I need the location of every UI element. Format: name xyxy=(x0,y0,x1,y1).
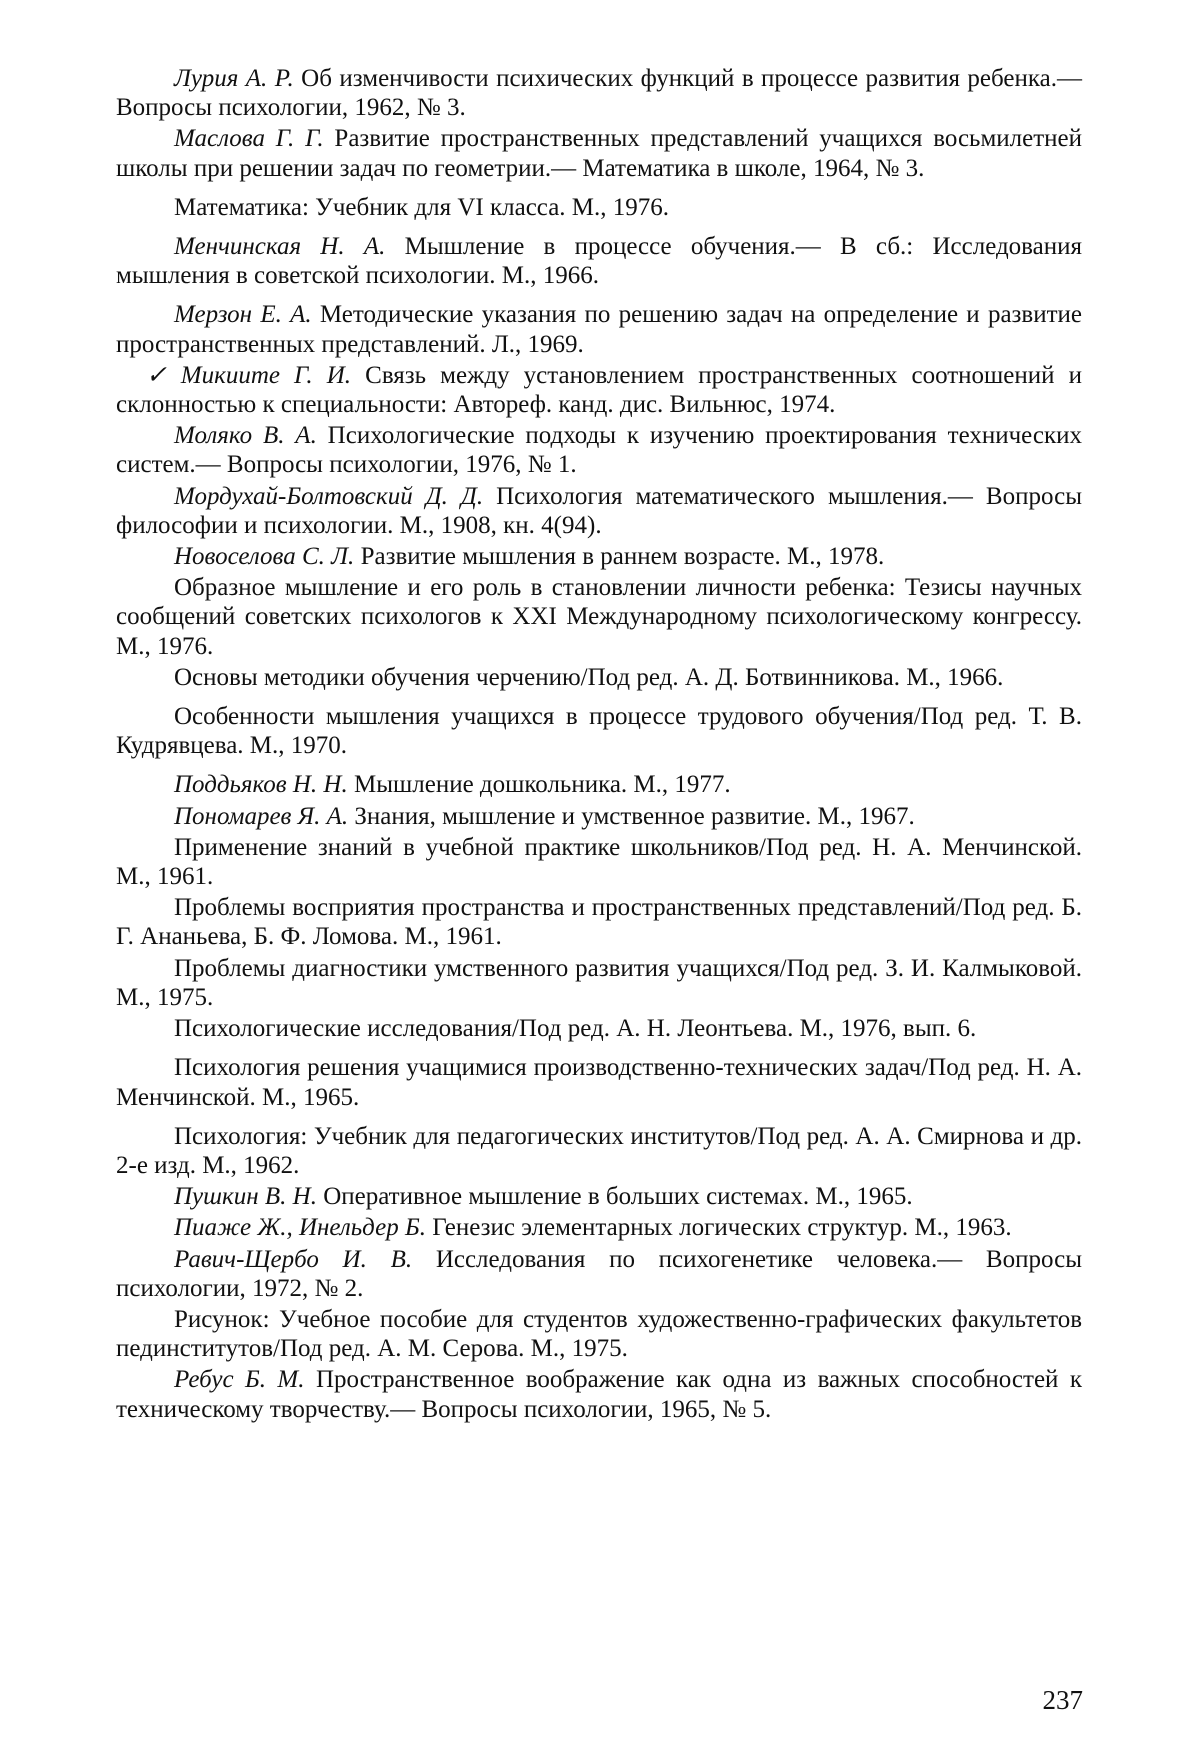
reference-text: Психология математического мышления.— Вопросы философии и психологии. М., 1908, кн. 4(94). xyxy=(116,482,1082,539)
reference-entry xyxy=(116,1305,1082,1363)
page-number: 237 xyxy=(1042,1685,1083,1715)
reference-entry xyxy=(116,802,1082,831)
reference-text: Психологические исследования/Под ред. А. Н. Леонтьева. М., 1976, вып. 6. xyxy=(174,1015,977,1043)
reference-text: Развитие мышления в раннем возрасте. М., 1978. xyxy=(360,543,885,571)
bibliography-list xyxy=(116,64,1082,1426)
reference-text: Об изменчивости психических функций в процессе развития ребенка.— Вопросы психологии, 1962, № 3. xyxy=(116,65,1083,122)
reference-entry xyxy=(116,1053,1082,1111)
reference-entry xyxy=(116,770,1082,799)
reference-entry xyxy=(116,232,1082,290)
reference-author: Моляко В. А. xyxy=(174,422,317,450)
reference-author: Микиите Г. И. xyxy=(180,361,352,389)
reference-author: Новоселова С. Л. xyxy=(174,543,355,571)
reference-entry xyxy=(116,1014,1082,1043)
reference-text: Оперативное мышление в больших системах. М., 1965. xyxy=(323,1183,913,1211)
reference-entry xyxy=(116,1122,1082,1180)
reference-text: Психология: Учебник для педагогических институтов/Под ред. А. А. Смирнова и др. 2-е изд. М., 1962. xyxy=(116,1122,1082,1179)
reference-text: Образное мышление и его роль в становлении личности ребенка: Тезисы научных сообщений советских психологов к XXI Международному психологическому конгрессу. М., 1976. xyxy=(116,574,1082,660)
reference-text: Математика: Учебник для VI класса. М., 1976. xyxy=(174,193,670,221)
reference-author: Пушкин В. Н. xyxy=(174,1183,317,1211)
reference-entry xyxy=(116,64,1082,122)
reference-entry xyxy=(116,702,1082,760)
reference-author: Пономарев Я. А. xyxy=(174,802,349,830)
reference-text: Методические указания по решению задач на определение и развитие пространственных представлений. Л., 1969. xyxy=(116,301,1083,358)
reference-entry xyxy=(116,1213,1082,1242)
reference-entry xyxy=(116,954,1082,1012)
reference-text: Генезис элементарных логических структур. М., 1963. xyxy=(432,1214,1012,1242)
reference-entry xyxy=(116,1245,1082,1303)
reference-text: Применение знаний в учебной практике школьников/Под ред. Н. А. Менчинской. М., 1961. xyxy=(116,833,1082,891)
reference-entry xyxy=(116,663,1082,692)
reference-entry xyxy=(116,193,1082,222)
reference-author: Поддьяков Н. Н. xyxy=(174,771,348,799)
reference-text: Основы методики обучения черчению/Под ред. А. Д. Ботвинникова. М., 1966. xyxy=(174,663,1004,691)
reference-text: Психологические подходы к изучению проектирования технических систем.— Вопросы психологии, 1976, № 1. xyxy=(116,422,1083,479)
reference-entry xyxy=(116,833,1082,891)
reference-author: Ребус Б. М. xyxy=(174,1366,305,1394)
reference-entry xyxy=(116,542,1082,571)
reference-text: Психология решения учащимися производственно-технических задач/Под ред. Н. А. Менчинской. М., 1965. xyxy=(116,1054,1082,1111)
reference-text: Мышление в процессе обучения.— В сб.: Исследования мышления в советской психологии. М., 1966. xyxy=(116,233,1083,290)
reference-entry xyxy=(116,300,1082,358)
reference-text: Мышление дошкольника. М., 1977. xyxy=(353,771,731,799)
reference-text: Знания, мышление и умственное развитие. М., 1967. xyxy=(354,802,915,830)
reference-author: Мордухай-Болтовский Д. Д. xyxy=(174,482,484,510)
reference-entry xyxy=(116,893,1082,951)
reference-text: Связь между установлением пространственных соотношений и склонностью к специальности: Автореф. канд. дис. Вильнюс, 1974. xyxy=(116,361,1082,419)
reference-text: Развитие пространственных представлений учащихся восьмилетней школы при решении задач по геометрии.— Математика в школе, 1964, № 3. xyxy=(116,125,1082,182)
reference-author: Равич-Щербо И. В. xyxy=(174,1245,413,1273)
reference-author: Лурия А. Р. xyxy=(174,65,294,92)
reference-text: Проблемы восприятия пространства и пространственных представлений/Под ред. Б. Г. Ананьева, Б. Ф. Ломова. М., 1961. xyxy=(116,894,1082,951)
reference-text: Особенности мышления учащихся в процессе трудового обучения/Под ред. Т. В. Кудрявцева. М., 1970. xyxy=(116,703,1082,760)
reference-entry xyxy=(116,1365,1082,1423)
reference-author: Мерзон Е. А. xyxy=(174,301,312,329)
reference-author: Пиаже Ж., Инельдер Б. xyxy=(174,1214,426,1242)
reference-entry xyxy=(116,573,1082,661)
reference-entry xyxy=(116,124,1082,182)
reference-entry xyxy=(116,482,1082,540)
reference-entry xyxy=(116,1182,1082,1211)
reference-text: Исследования по психогенетике человека.— Вопросы психологии, 1972, № 2. xyxy=(116,1245,1082,1302)
reference-text: Рисунок: Учебное пособие для студентов художественно-графических факультетов пединститутов/Под ред. А. М. Серова. М., 1975. xyxy=(116,1305,1082,1363)
reference-author: Маслова Г. Г. xyxy=(174,125,324,153)
reference-text: Пространственное воображение как одна из важных способностей к техническому творчеству.— Вопросы психологии, 1965, № 5. xyxy=(116,1366,1082,1423)
check-mark-icon: ✓ xyxy=(146,361,175,389)
reference-entry xyxy=(116,361,1082,419)
reference-entry xyxy=(116,421,1082,479)
reference-author: Менчинская Н. А. xyxy=(174,233,386,261)
reference-text: Проблемы диагностики умственного развития учащихся/Под ред. З. И. Калмыковой. М., 1975. xyxy=(116,954,1082,1011)
